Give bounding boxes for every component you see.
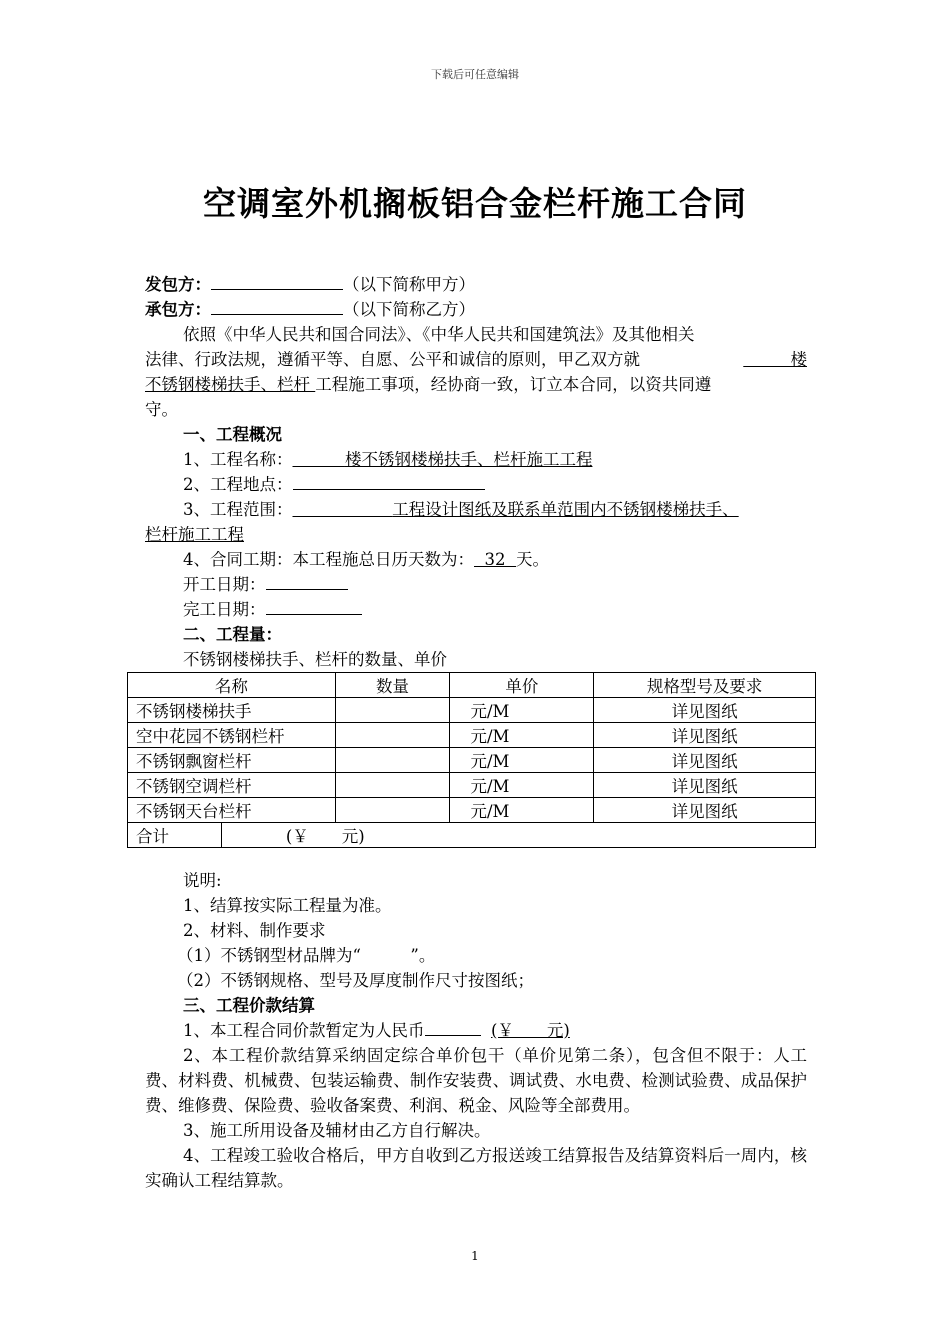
table-row xyxy=(128,723,816,748)
intro-line-3 xyxy=(145,372,807,397)
table-cell-name: 不锈钢楼梯扶手 xyxy=(128,698,336,723)
table-row xyxy=(128,698,816,723)
party-b-line xyxy=(145,297,807,322)
table-cell-price[interactable]: 元/M xyxy=(450,798,594,823)
start-date-blank[interactable] xyxy=(266,572,348,590)
price-label: 1、本工程合同价款暂定为人民币 xyxy=(183,1021,425,1040)
party-b-note: （以下简称乙方） xyxy=(343,300,475,319)
price-rmb-blank[interactable] xyxy=(425,1018,481,1036)
table-row xyxy=(128,773,816,798)
table-header-cell: 规格型号及要求 xyxy=(594,673,816,698)
project-scope-value-2: 栏杆施工工程 xyxy=(145,525,244,544)
contract-period-unit: 天。 xyxy=(516,550,549,569)
section-3-title: 三、工程价款结算 xyxy=(183,996,315,1015)
table-cell-quantity[interactable] xyxy=(335,798,450,823)
table-cell-name: 不锈钢空调栏杆 xyxy=(128,773,336,798)
table-cell-spec: 详见图纸 xyxy=(594,723,816,748)
contract-period-days[interactable] xyxy=(474,550,516,569)
table-row xyxy=(128,748,816,773)
table-cell-spec: 详见图纸 xyxy=(594,748,816,773)
table-cell-quantity[interactable] xyxy=(335,723,450,748)
table-header-cell: 单价 xyxy=(450,673,594,698)
party-b-blank[interactable] xyxy=(211,297,343,315)
table-header-cell: 名称 xyxy=(128,673,336,698)
table-cell-spec: 详见图纸 xyxy=(594,698,816,723)
contract-period-line xyxy=(145,547,807,572)
section-2-subtitle: 不锈钢楼梯扶手、栏杆的数量、单价 xyxy=(183,650,447,669)
table-header-cell: 数量 xyxy=(335,673,450,698)
equipment-paragraph: 3、施工所用设备及辅材由乙方自行解决。 xyxy=(183,1121,491,1140)
start-date-line xyxy=(145,572,807,597)
table-cell-price[interactable]: 元/M xyxy=(450,748,594,773)
start-date-label: 开工日期： xyxy=(183,575,266,594)
section-2-title: 二、工程量： xyxy=(183,625,282,644)
table-total-row xyxy=(128,823,816,848)
intro-project-prefix-text: 楼 xyxy=(790,350,807,369)
project-scope-line-2 xyxy=(145,522,807,547)
end-date-label: 完工日期： xyxy=(183,600,266,619)
project-scope-text: 工程设计图纸及联系单范围内不锈钢楼梯扶手、 xyxy=(392,500,739,519)
end-date-blank[interactable] xyxy=(266,597,362,615)
table-cell-quantity[interactable] xyxy=(335,773,450,798)
party-a-label: 发包方： xyxy=(145,275,211,294)
project-scope-label: 3、工程范围： xyxy=(183,500,293,519)
table-cell-price[interactable]: 元/M xyxy=(450,723,594,748)
table-cell-price[interactable]: 元/M xyxy=(450,698,594,723)
project-name-label: 1、工程名称： xyxy=(183,450,293,469)
table-cell-name: 空中花园不锈钢栏杆 xyxy=(128,723,336,748)
table-total-label: 合计 xyxy=(128,823,222,848)
project-scope-line xyxy=(145,497,807,522)
table-cell-spec: 详见图纸 xyxy=(594,798,816,823)
table-cell-price[interactable]: 元/M xyxy=(450,773,594,798)
note-2-1: （1）不锈钢型材品牌为“ ”。 xyxy=(177,946,436,965)
section-1-title: 一、工程概况 xyxy=(183,425,282,444)
intro-line-2-text: 法律、行政法规，遵循平等、自愿、公平和诚信的原则，甲乙双方就 xyxy=(145,350,640,369)
page-header: 下载后可任意编辑 xyxy=(431,68,519,81)
project-name-text: 楼不锈钢楼梯扶手、栏杆施工工程 xyxy=(344,450,593,469)
intro-line-1: 依照《中华人民共和国合同法》、《中华人民共和国建筑法》及其他相关 xyxy=(183,325,695,344)
price-yen-value[interactable]: (￥ 元) xyxy=(491,1021,570,1040)
project-name-value[interactable] xyxy=(293,450,593,469)
intro-project-prefix xyxy=(743,347,807,372)
intro-project-name: 不锈钢楼梯扶手、栏杆 xyxy=(145,375,310,394)
contract-period-days-text: 32 xyxy=(484,550,506,569)
table-total-value[interactable]: (￥ 元) xyxy=(221,823,815,848)
document-title: 空调室外机搁板铝合金栏杆施工合同 xyxy=(203,184,747,223)
table-row xyxy=(128,798,816,823)
table-cell-name: 不锈钢天台栏杆 xyxy=(128,798,336,823)
contract-body xyxy=(145,272,807,672)
intro-line-4: 守。 xyxy=(145,400,178,419)
table-cell-quantity[interactable] xyxy=(335,698,450,723)
contract-body-continued xyxy=(145,868,807,1193)
note-2: 2、材料、制作要求 xyxy=(183,921,326,940)
table-cell-spec: 详见图纸 xyxy=(594,773,816,798)
acceptance-paragraph: 4、工程竣工验收合格后，甲方自收到乙方报送竣工结算报告及结算资料后一周内，核实确认工程结算款。 xyxy=(145,1146,807,1190)
page-number: 1 xyxy=(471,1249,479,1263)
table-cell-quantity[interactable] xyxy=(335,748,450,773)
party-a-blank[interactable] xyxy=(211,272,343,290)
project-scope-value[interactable] xyxy=(293,500,739,519)
end-date-line xyxy=(145,597,807,622)
table-header-row xyxy=(128,673,816,698)
intro-line-3-text: 工程施工事项，经协商一致，订立本合同，以资共同遵 xyxy=(315,375,712,394)
project-site-line xyxy=(145,472,807,497)
party-a-note: （以下简称甲方） xyxy=(343,275,475,294)
project-site-label: 2、工程地点： xyxy=(183,475,293,494)
party-b-label: 承包方： xyxy=(145,300,211,319)
intro-line-2 xyxy=(145,347,807,372)
contract-period-label: 4、合同工期：本工程施总日历天数为： xyxy=(183,550,474,569)
price-line xyxy=(145,1018,807,1043)
note-1: 1、结算按实际工程量为准。 xyxy=(183,896,392,915)
party-a-line xyxy=(145,272,807,297)
quantity-table xyxy=(127,672,816,848)
note-2-2: （2）不锈钢规格、型号及厚度制作尺寸按图纸； xyxy=(177,971,534,990)
project-name-line xyxy=(145,447,807,472)
project-site-blank[interactable] xyxy=(293,472,485,490)
settlement-paragraph: 2、本工程价款结算采纳固定综合单价包干（单价见第二条），包含但不限于：人工费、材料费、机械费、包装运输费、制作安装费、调试费、水电费、检测试验费、成品保护费、维修费、保险费、验收备案费、利润、税金、风险等全部费用。 xyxy=(145,1046,807,1115)
notes-title: 说明: xyxy=(183,871,222,890)
table-cell-name: 不锈钢飘窗栏杆 xyxy=(128,748,336,773)
